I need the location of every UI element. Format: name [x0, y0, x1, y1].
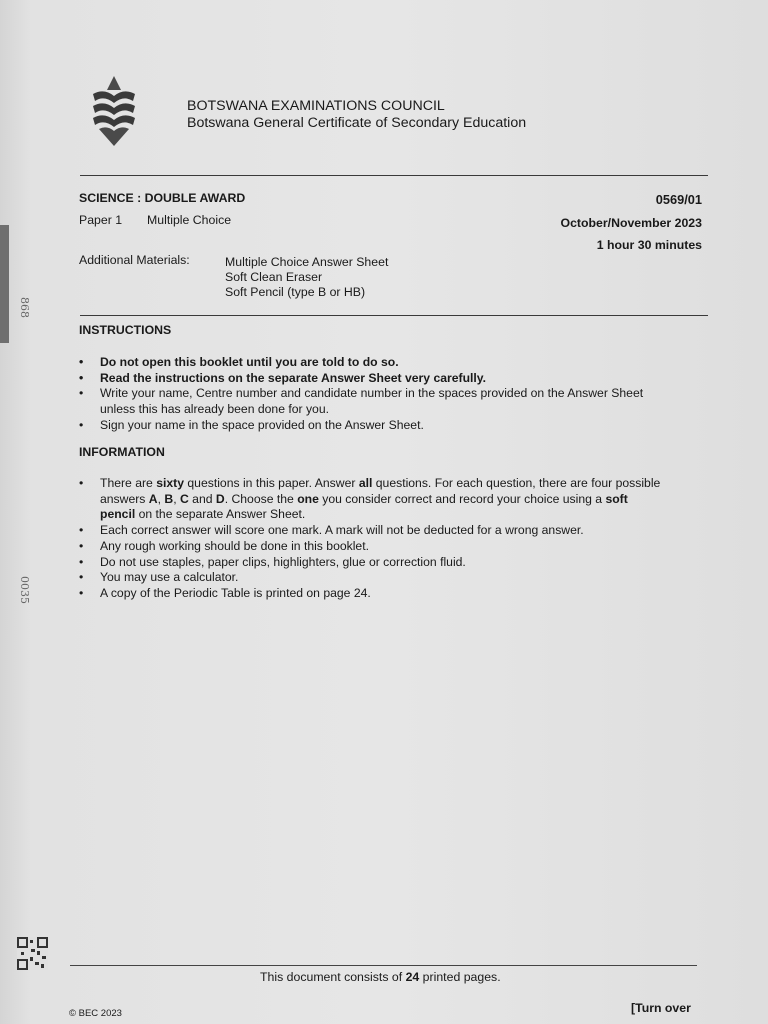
list-item: • Read the instructions on the separate Answer Sheet very carefully.	[79, 370, 487, 385]
footer-rule	[70, 965, 697, 966]
list-item: • A copy of the Periodic Table is printed on page 24.	[79, 585, 371, 600]
list-item: • Write your name, Centre number and candidate number in the spaces provided on the Answer Sheet unless this has already been done for you.	[79, 386, 644, 417]
bec-logo-icon	[90, 74, 138, 148]
exam-duration: 1 hour 30 minutes	[596, 238, 702, 252]
list-item: • Do not open this booklet until you are told to do so.	[79, 355, 399, 369]
page-count: This document consists of 24 printed pages.	[260, 970, 501, 984]
instructions-heading: INSTRUCTIONS	[79, 323, 172, 337]
list-item: • There are sixty questions in this paper. Answer all questions. For each question, there are four possible answers A, B, C and D. Choose the one you consider correct and record your choice using a soft pencil on the separate Answer Sheet.	[79, 476, 661, 522]
turn-over: [Turn over	[631, 1001, 691, 1015]
paper-type: Multiple Choice	[147, 213, 232, 227]
information-heading: INFORMATION	[79, 445, 165, 459]
material-item: Soft Pencil (type B or HB)	[225, 285, 366, 299]
copyright: © BEC 2023	[69, 1008, 122, 1019]
exam-session: October/November 2023	[560, 216, 702, 230]
material-item: Soft Clean Eraser	[225, 270, 323, 284]
information-list	[79, 476, 709, 602]
list-item: • Any rough working should be done in this booklet.	[79, 538, 369, 553]
material-item: Multiple Choice Answer Sheet	[225, 255, 389, 269]
council-name: BOTSWANA EXAMINATIONS COUNCIL	[187, 98, 445, 114]
qr-code-icon	[17, 937, 48, 970]
materials-label: Additional Materials:	[79, 253, 190, 267]
margin-number-top: 868	[18, 297, 31, 318]
materials-list	[225, 255, 388, 300]
section-rule	[80, 315, 708, 316]
syllabus-code: 0569/01	[655, 192, 702, 207]
subject-title: SCIENCE : DOUBLE AWARD	[79, 191, 246, 205]
paper-number: Paper 1	[79, 213, 123, 227]
list-item: • You may use a calculator.	[79, 570, 239, 585]
list-item: • Each correct answer will score one mark. A mark will not be deducted for a wrong answer.	[79, 523, 584, 538]
scan-edge-strip	[0, 225, 9, 343]
list-item: • Do not use staples, paper clips, highlighters, glue or correction fluid.	[79, 554, 466, 569]
header-rule	[80, 175, 708, 176]
certificate-name: Botswana General Certificate of Secondary Education	[187, 115, 527, 131]
margin-number-mid: 0035	[18, 576, 31, 604]
instructions-list	[79, 355, 709, 434]
list-item: • Sign your name in the space provided on the Answer Sheet.	[79, 417, 424, 432]
